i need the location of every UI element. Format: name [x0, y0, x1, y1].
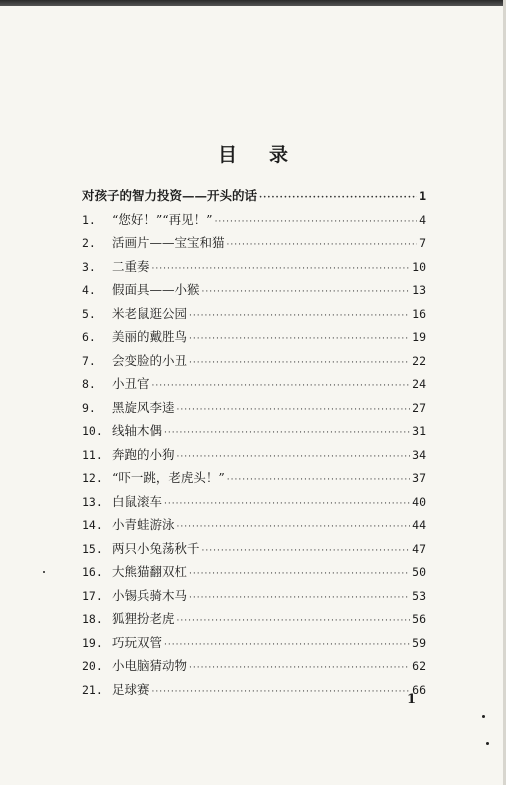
- toc-entry-number: 20.: [82, 659, 103, 673]
- dot-leader: [189, 593, 410, 603]
- toc-entry-number: 8.: [82, 377, 96, 391]
- toc-entry: [82, 492, 426, 516]
- toc-entry-page: 19: [412, 330, 426, 344]
- dot-leader: [177, 452, 411, 462]
- toc-entry: [82, 468, 426, 492]
- dot-leader: [164, 428, 410, 438]
- toc-entry-title: 二重奏: [112, 258, 150, 274]
- dot-leader: [227, 240, 418, 250]
- page-number: 1: [407, 692, 417, 707]
- dot-leader: [215, 217, 418, 227]
- toc-entry-title: 白鼠滚车: [112, 493, 163, 509]
- toc-entry: [82, 398, 426, 422]
- dot-leader: [202, 287, 411, 297]
- toc-entry-page: 27: [412, 400, 426, 415]
- toc-entry-number: 21.: [82, 682, 103, 697]
- toc-entry-number: 14.: [82, 518, 103, 532]
- title-char-2: 录: [269, 144, 289, 166]
- toc-entry: [82, 539, 426, 563]
- dot-leader: [189, 663, 410, 673]
- dot-leader: [189, 569, 410, 579]
- toc-entry: [82, 351, 426, 375]
- dot-leader: [202, 546, 411, 556]
- toc-entry: [82, 515, 426, 539]
- toc-entry-page: 10: [412, 259, 426, 274]
- toc-entry-page: 34: [412, 447, 426, 462]
- dot-leader: [152, 381, 411, 391]
- toc-entry-page: 13: [412, 283, 426, 297]
- toc-entry-number: 16.: [82, 565, 103, 579]
- toc-entry-title: 小电脑猜动物: [112, 658, 188, 673]
- toc-entry-title: 巧玩双管: [112, 634, 163, 650]
- toc-entry-title: 小青蛙游泳: [112, 517, 175, 532]
- toc-entry-title: 线轴木偶: [112, 423, 163, 438]
- toc-entry-page: 66: [412, 682, 426, 697]
- dot-leader: [177, 616, 411, 626]
- toc-entry-title: 米老鼠逛公园: [112, 305, 188, 321]
- toc-entry-page: 44: [412, 518, 426, 532]
- dot-leader: [152, 264, 411, 274]
- toc-entry-number: 9.: [82, 400, 96, 415]
- toc-entry: [82, 304, 426, 328]
- table-of-contents: [82, 186, 426, 703]
- toc-entry: [82, 656, 426, 680]
- toc-entry: [82, 680, 426, 704]
- toc-entry: [82, 327, 426, 351]
- scan-speck: [482, 715, 485, 718]
- dot-leader: [152, 687, 411, 697]
- toc-entry: [82, 586, 426, 610]
- toc-entry: [82, 374, 426, 398]
- scan-speck: [43, 571, 45, 573]
- toc-entry-title: 黑旋风李逵: [112, 399, 175, 415]
- title-char-1: 目: [217, 144, 237, 166]
- toc-entry-page: 47: [412, 541, 426, 556]
- toc-entry-page: 50: [412, 565, 426, 579]
- toc-entry-number: 3.: [82, 259, 96, 274]
- toc-entry-title: “吓一跳，老虎头！”: [112, 470, 225, 485]
- toc-entry-page: 40: [412, 494, 426, 509]
- dot-leader: [164, 640, 410, 650]
- toc-entry-page: 53: [412, 588, 426, 603]
- toc-entry-page: 22: [412, 353, 426, 368]
- toc-entry: [82, 633, 426, 657]
- toc-entry: [82, 445, 426, 469]
- dot-leader: [177, 522, 411, 532]
- toc-entry: [82, 210, 426, 234]
- toc-entry-number: 11.: [82, 447, 103, 462]
- page-title: [0, 140, 506, 167]
- toc-entry-title: 美丽的戴胜鸟: [112, 329, 188, 344]
- toc-entry-number: 15.: [82, 541, 103, 556]
- toc-entry-number: 1.: [82, 212, 96, 227]
- toc-entry-title: 对孩子的智力投资——开头的话: [82, 188, 258, 203]
- toc-entry-number: 7.: [82, 353, 96, 368]
- toc-entry-number: 18.: [82, 612, 103, 626]
- toc-entry: [82, 562, 426, 586]
- toc-entry-title: 奔跑的小狗: [112, 446, 175, 462]
- toc-entry-page: 37: [412, 471, 426, 485]
- toc-entry-number: 17.: [82, 588, 103, 603]
- toc-entry-title: 两只小兔荡秋千: [112, 540, 200, 556]
- dot-leader: [164, 499, 410, 509]
- toc-entry-page: 1: [419, 189, 426, 203]
- toc-entry: [82, 257, 426, 281]
- toc-entry-title: 活画片——宝宝和猫: [112, 235, 225, 250]
- toc-entry-number: 12.: [82, 471, 103, 485]
- toc-entry: [82, 280, 426, 304]
- toc-entry-title: “您好！”“再见！”: [112, 211, 213, 227]
- toc-entry-number: 2.: [82, 236, 96, 250]
- toc-entry-page: 62: [412, 659, 426, 673]
- toc-entry-page: 4: [419, 212, 426, 227]
- dot-leader: [189, 334, 410, 344]
- toc-entry-page: 59: [412, 635, 426, 650]
- dot-leader: [177, 405, 411, 415]
- toc-entry: [82, 609, 426, 633]
- dot-leader: [227, 475, 410, 485]
- toc-entry-number: 19.: [82, 635, 103, 650]
- toc-entry: [82, 421, 426, 445]
- toc-entry-page: 31: [412, 424, 426, 438]
- toc-entry: [82, 186, 426, 210]
- toc-entry-number: 10.: [82, 424, 103, 438]
- toc-entry-number: 13.: [82, 494, 103, 509]
- toc-entry-title: 小锡兵骑木马: [112, 587, 188, 603]
- toc-entry-page: 24: [412, 377, 426, 391]
- toc-entry-title: 会变脸的小丑: [112, 352, 188, 368]
- toc-entry-number: 6.: [82, 330, 96, 344]
- dot-leader: [259, 193, 417, 203]
- toc-entry-page: 16: [412, 306, 426, 321]
- toc-entry-number: 4.: [82, 283, 96, 297]
- toc-entry-page: 7: [419, 236, 426, 250]
- top-border-rule: [0, 0, 506, 6]
- toc-entry-title: 狐狸扮老虎: [112, 611, 175, 626]
- toc-entry-number: 5.: [82, 306, 96, 321]
- toc-entry-title: 小丑官: [112, 376, 150, 391]
- scan-speck: [486, 742, 489, 745]
- dot-leader: [189, 358, 410, 368]
- toc-entry-title: 假面具——小猴: [112, 282, 200, 297]
- toc-entry: [82, 233, 426, 257]
- toc-entry-title: 足球赛: [112, 681, 150, 697]
- toc-entry-page: 56: [412, 612, 426, 626]
- dot-leader: [189, 311, 410, 321]
- toc-entry-title: 大熊猫翻双杠: [112, 564, 188, 579]
